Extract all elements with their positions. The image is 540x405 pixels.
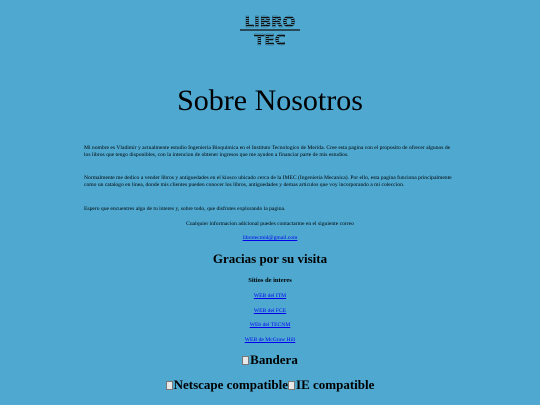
page-title: Sobre Nosotros — [177, 84, 363, 117]
site-logo — [238, 11, 302, 47]
about-paragraph-1: Mi nombre es Vladimir y actualmente estudio Ingenieria Bioquimica en el Instituto Tecnologico de Merida. Cree esta pagina con el proposito de ofrecer algunos de los libros que tengo disponibles, con la intencion de obtener ingresos que me ayuden a financiar parte de mis estudios. — [84, 145, 451, 159]
link-mcgraw-hill[interactable]: WEB de McGraw Hill — [244, 337, 296, 343]
bandera-image — [0, 352, 540, 369]
email-link[interactable]: librotecmid@gmail.com — [242, 235, 298, 241]
netscape-alt-text: Netscape compatible — [173, 377, 289, 392]
thanks-heading: Gracias por su visita — [212, 251, 328, 266]
logo-text-line1: LIBRO — [244, 13, 296, 31]
ie-alt-text: IE compatible — [296, 377, 375, 392]
libro-tec-logo-graphic — [238, 11, 302, 47]
contact-note: Cualquier informacion adicional puedes contactarme en el siguiente correo — [186, 221, 354, 227]
ie-badge — [288, 377, 374, 393]
sites-heading: Sitios de interes — [248, 277, 292, 284]
broken-image-icon — [166, 381, 173, 390]
compat-badges — [0, 377, 540, 394]
link-itm[interactable]: WEB del ITM — [253, 293, 287, 299]
link-tecnm[interactable]: WEb del TECNM — [249, 322, 291, 328]
logo-text-line2: TEC — [254, 31, 286, 47]
broken-image-icon — [242, 356, 249, 365]
netscape-badge — [166, 377, 288, 393]
broken-image-icon — [288, 381, 295, 390]
bandera-alt-text: Bandera — [250, 352, 298, 367]
link-fce[interactable]: WEB del FCE — [253, 308, 287, 314]
about-paragraph-2: Normalmente me dedico a vender libros y antiguedades en el kiosco ubicado cerca de la IMEC (Ingenieria Mecanica). Por ello, esta pagina funciona principalmente como un catalogo en linea, donde mis clientes pueden conocer los libros, antiguedades y demas articulos que voy incorporando a mi coleccion. — [84, 175, 452, 189]
about-paragraph-3: Espero que encuentres algo de tu interes y, sobre todo, que disfrutes explorando la pagina. — [84, 206, 286, 212]
